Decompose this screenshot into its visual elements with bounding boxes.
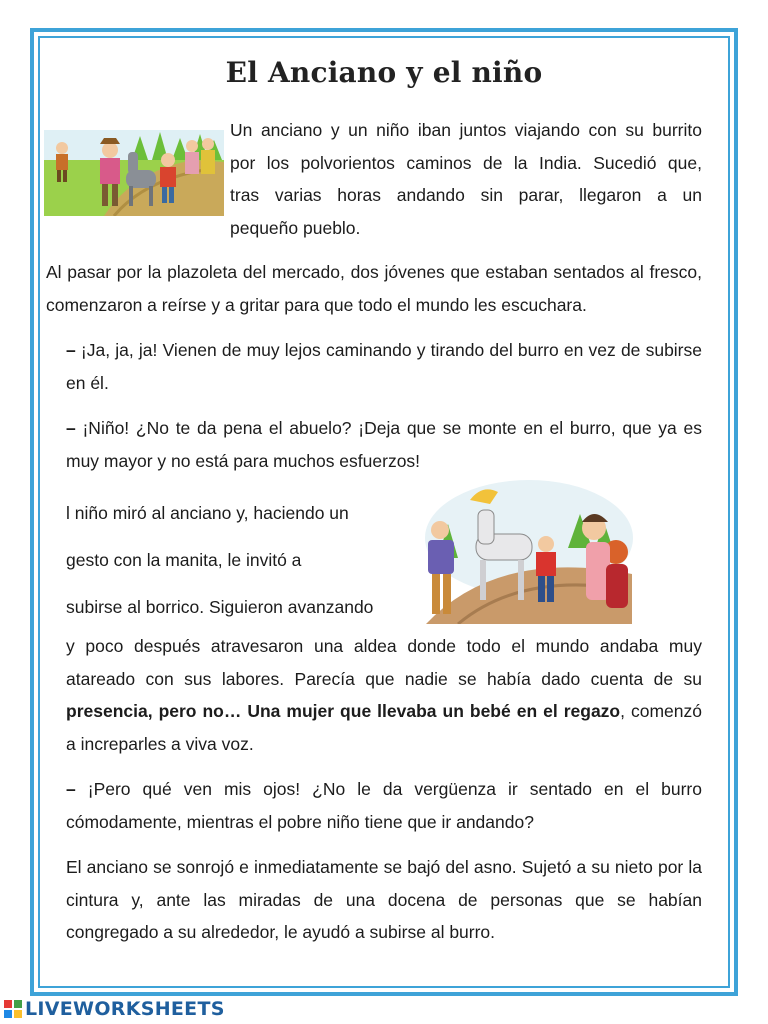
story-title: El Anciano y el niño [225, 56, 543, 89]
intro-line-4: pequeño pueblo. [230, 217, 361, 238]
borrico-line-1: l niño miró al anciano y, haciendo un [66, 503, 349, 523]
illustration-village [418, 478, 640, 624]
paragraph-plazoleta: Al pasar por la plazoleta del mercado, dos jóvenes que estaban sentados al fresco, comenzaron a reírse y a gritar para que todo el mundo les escuchara. [46, 262, 702, 315]
dialogue-pero [66, 773, 702, 838]
paragraph-sonrojo: El anciano se sonrojó e inmediatamente se bajó del asno. Sujetó a su nieto por la cintura y, ante las miradas de una docena de personas que se habían congregado a su alrededor, le ayudó a subirse al burro. [66, 857, 702, 942]
dialogue-pero-text: ¡Pero qué ven mis ojos! ¿No le da vergüenza ir sentado en el burro cómodamente, mientras el pobre niño tiene que ir andando? [66, 779, 702, 832]
intro-line-1: Un anciano y un niño iban juntos viajando con su burrito [230, 120, 702, 140]
aldea-text-before: y poco después atravesaron una aldea donde todo el mundo andaba muy atareado con sus labores. Parecía que nadie se había dado cuenta de su [66, 636, 702, 689]
dialogue-nino [66, 412, 702, 477]
dialogue-dash: – [66, 418, 76, 438]
borrico-line-3: subirse al borrico. Siguieron avanzando [66, 597, 374, 617]
intro-line-2: por los polvorientos caminos de la India. Sucedió que, [230, 152, 702, 173]
paragraph-borrico [66, 490, 406, 631]
borrico-line-2: gesto con la manita, le invitó a [66, 550, 302, 570]
liveworksheets-logo-icon [4, 1000, 22, 1018]
paragraph-aldea [66, 630, 702, 760]
dialogue-dash: – [66, 779, 76, 799]
liveworksheets-footer [4, 996, 225, 1022]
illustration-travellers [44, 130, 224, 216]
dialogue-ja-ja [66, 334, 702, 399]
aldea-text-bold: presencia, pero no… Una mujer que llevaba un bebé en el regazo [66, 701, 621, 721]
aldea-text-after: , comenzó a increparles a viva voz. [66, 701, 703, 754]
dialogue-dash: – [66, 340, 76, 360]
dialogue-nino-text: ¡Niño! ¿No te da pena el abuelo? ¡Deja que se monte en el burro, que ya es muy mayor y no está para muchos esfuerzos! [66, 418, 703, 471]
intro-line-3: tras varias horas andando sin parar, llegaron a un [230, 185, 702, 205]
dialogue-ja-ja-text: ¡Ja, ja, ja! Vienen de muy lejos caminando y tirando del burro en vez de subirse en él. [66, 340, 702, 393]
liveworksheets-brand: LIVEWORKSHEETS [25, 998, 225, 1020]
intro-paragraph [230, 114, 702, 244]
